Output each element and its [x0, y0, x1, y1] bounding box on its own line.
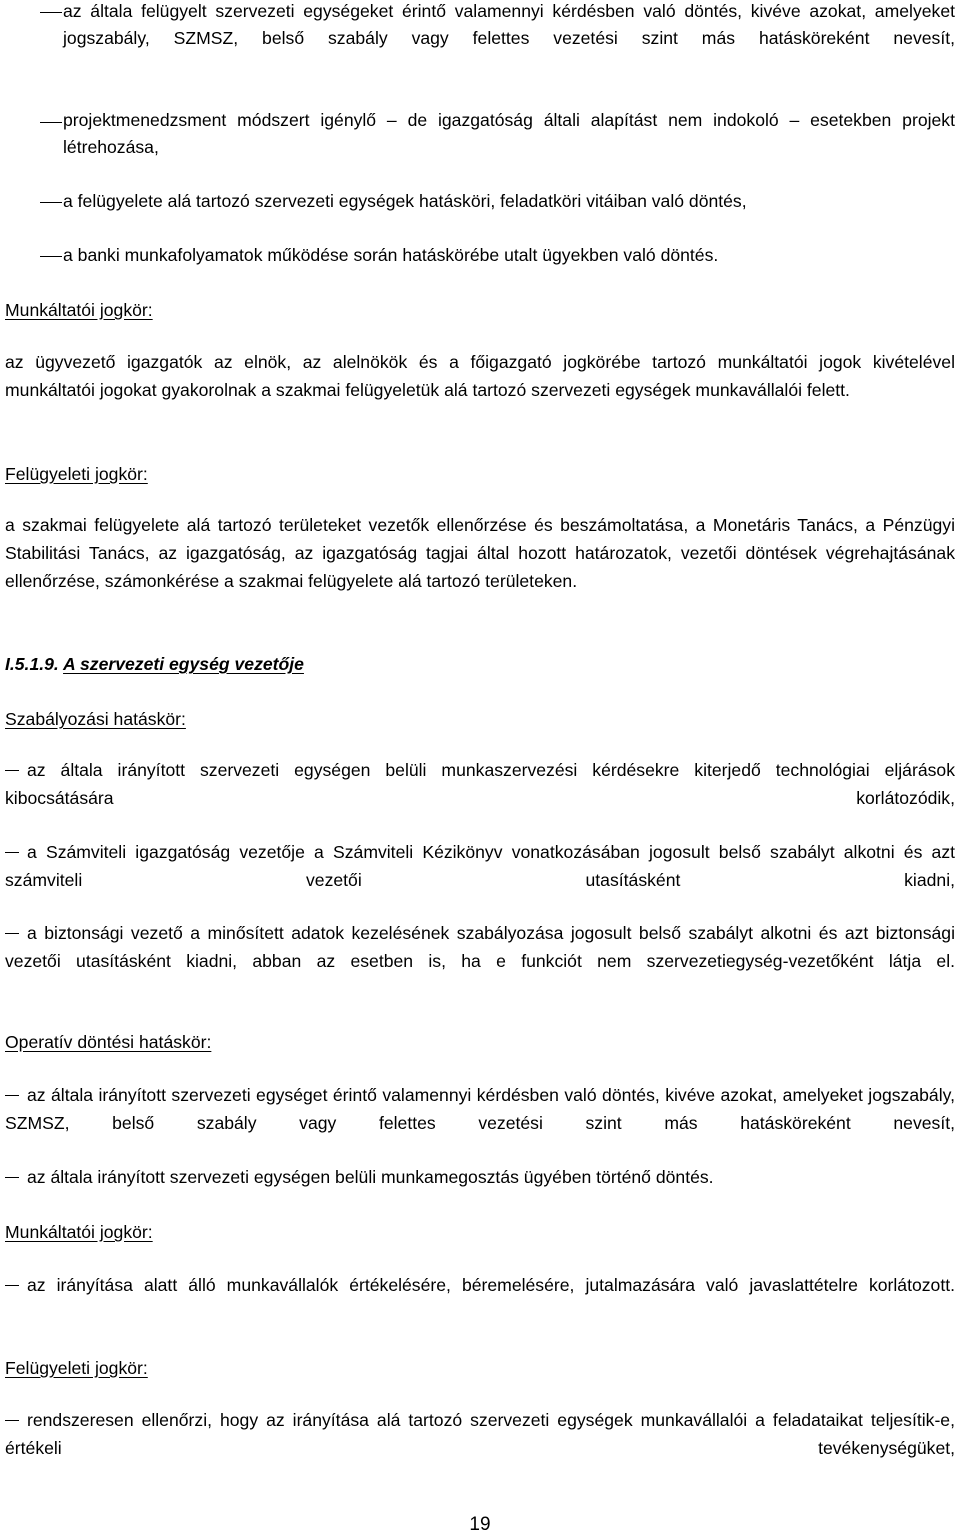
list-item: az irányítása alatt álló munkavállalók értékelésére, béremelésére, jutalmazására való javaslattételre korlátozott. — [5, 1271, 955, 1299]
dash-bullet — [40, 12, 62, 13]
section-title: A szervezeti egység vezetője — [63, 654, 304, 674]
list-item: a felügyelete alá tartozó szervezeti egységek hatásköri, feladatköri vitáiban való döntés, — [63, 191, 747, 211]
list-item: az általa irányított szervezeti egységet érintő valamennyi kérdésben való döntés, kivéve azokat, amelyeket jogszabály, SZMSZ, belső szabály vagy felettes vezetési szint más hatásköreként nevesít, — [5, 1085, 955, 1133]
dash-bullet — [5, 852, 19, 853]
dash-bullet — [5, 1420, 19, 1421]
section-number: I.5.1.9. — [5, 654, 59, 674]
operativ-heading: Operatív döntési hatáskör: — [5, 1032, 212, 1052]
felugyeleti-heading: Felügyeleti jogkör: — [5, 1358, 148, 1378]
section-heading — [5, 650, 304, 678]
list-item: az általa felügyelt szervezeti egységeket érintő valamennyi kérdésben való döntés, kivéve azokat, amelyeket jogszabály, SZMSZ, belső szabály vagy felettes vezetési szint más hatásköreként nevesít, — [63, 1, 955, 48]
munkaltatoi-heading: Munkáltatói jogkör: — [5, 300, 153, 320]
dash-bullet — [5, 770, 19, 771]
dash-bullet — [40, 122, 62, 123]
dash-bullet — [5, 1177, 19, 1178]
list-item: az általa irányított szervezeti egységen belüli munkamegosztás ügyében történő döntés. — [5, 1163, 955, 1191]
list-item: rendszeresen ellenőrzi, hogy az irányítása alá tartozó szervezeti egységek munkavállalói a feladataikat teljesítik-e, értékeli tevékenységüket, — [5, 1410, 955, 1458]
dash-bullet — [40, 256, 62, 257]
list-item: a banki munkafolyamatok működése során hatáskörébe utalt ügyekben való döntés. — [63, 245, 719, 265]
munkaltatoi-paragraph: az ügyvezető igazgatók az elnök, az alelnökök és a főigazgató jogkörébe tartozó munkáltatói jogok kivételével munkáltatói jogokat gyakorolnak a szakmai felügyeletük alá tartozó szervezeti egységek munkavállalói felett. — [5, 352, 955, 400]
list-item: projektmenedzsment módszert igénylő – de igazgatóság általi alapítást nem indokoló – esetekben projekt létrehozása, — [63, 110, 955, 157]
list-item: az általa irányított szervezeti egységen belüli munkaszervezési kérdésekre kiterjedő technológiai eljárások kibocsátására korlátozódik, — [5, 760, 955, 808]
felugyeleti-heading: Felügyeleti jogkör: — [5, 464, 148, 484]
list-item: a biztonsági vezető a minősített adatok kezelésének szabályozása jogosult belső szabályt alkotni és azt biztonsági vezetői utasításként kiadni, abban az esetben is, ha e funkciót nem szervezetiegység-vezetőként látja el. — [5, 923, 955, 971]
szabalyozasi-heading: Szabályozási hatáskör: — [5, 709, 186, 729]
list-item: a Számviteli igazgatóság vezetője a Számviteli Kézikönyv vonatkozásában jogosult belső szabályt alkotni és azt számviteli vezetői utasításként kiadni, — [5, 842, 955, 890]
dash-bullet — [40, 202, 62, 203]
felugyeleti-paragraph: a szakmai felügyelete alá tartozó területeket vezetők ellenőrzése és beszámoltatása, a Monetáris Tanács, a Pénzügyi Stabilitási Tanács, az igazgatóság, az igazgatóság tagjai által hozott határozatok, vezetői döntések végrehajtásának ellenőrzése, számonkérése a szakmai felügyelete alá tartozó területeken. — [5, 515, 955, 591]
munkaltatoi-heading: Munkáltatói jogkör: — [5, 1222, 153, 1242]
page-number: 19 — [469, 1514, 491, 1535]
dash-bullet — [5, 1285, 19, 1286]
dash-bullet — [5, 933, 19, 934]
dash-bullet — [5, 1095, 19, 1096]
